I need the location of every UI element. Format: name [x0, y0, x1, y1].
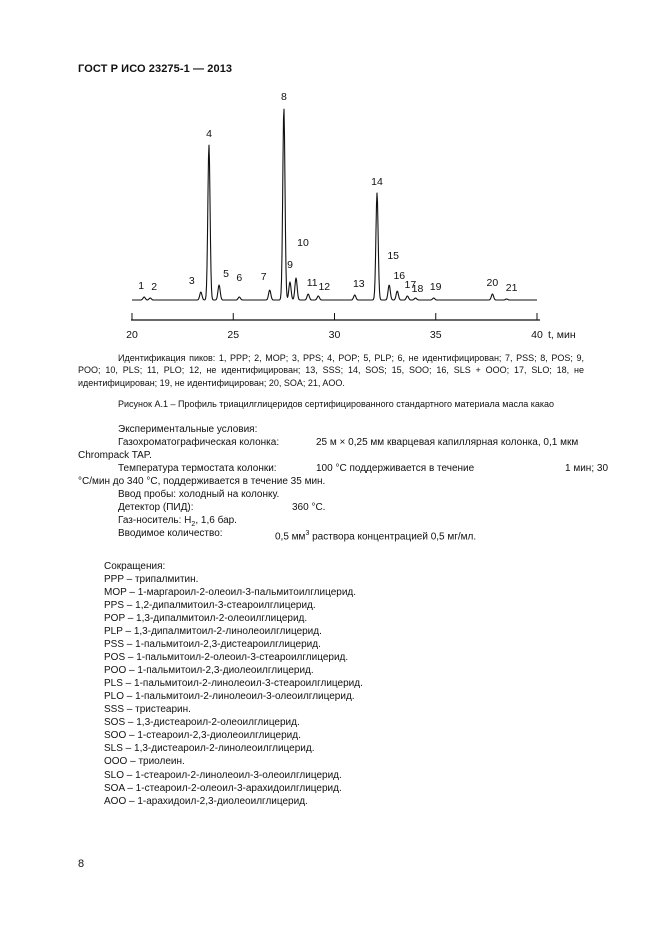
peak-label: 17	[404, 279, 417, 291]
detector-label: Детектор (ПИД):	[118, 502, 194, 513]
abbreviation-item: PPS – 1,2-дипалмитоил-3-стеароилглицерид.	[104, 600, 316, 612]
peak-label: 21	[505, 282, 518, 294]
peak-labels	[138, 91, 517, 295]
abbreviation-item: PLP – 1,3-дипалмитоил-2-линолеоилглицерид.	[104, 626, 322, 638]
peak-label: 8	[280, 91, 287, 103]
abbreviation-item: OOO – триолеин.	[104, 756, 185, 768]
abbreviation-item: PPP – трипалмитин.	[104, 574, 199, 586]
abbreviations-list	[104, 560, 363, 808]
abbreviation-item: AOO – 1-арахидоил-2,3-диолеоилглицерид.	[104, 795, 308, 807]
temperature-value-continued: °С/мин до 340 °С, поддерживается в течение 35 мин.	[78, 476, 326, 487]
peak-label: 18	[411, 283, 424, 295]
time-axis-ticks	[126, 313, 543, 341]
peak-identification	[78, 352, 584, 389]
peak-label: 15	[387, 250, 400, 262]
detector-value: 360 °С.	[292, 502, 326, 513]
abbreviation-item: SOS – 1,3-дистеароил-2-олеоилглицерид.	[104, 717, 300, 729]
injection-text: Ввод пробы: холодный на колонку.	[118, 489, 280, 500]
abbreviation-item: PLO – 1-пальмитоил-2-линолеоил-3-олеоилглицерид.	[104, 691, 355, 703]
peak-label: 16	[393, 270, 406, 282]
peak-label: 20	[486, 277, 499, 289]
volume-value-main: 0,5 мм	[275, 531, 306, 543]
temperature-label: Температура термостата колонки:	[118, 463, 277, 474]
figure-caption: Рисунок А.1 – Профиль триацилглицеридов сертифицированного стандартного материала масла какао	[118, 399, 555, 409]
x-tick-label: 30	[328, 329, 341, 341]
abbreviation-item: SLS – 1,3-дистеароил-2-линолеоилглицерид.	[104, 743, 315, 755]
column-label: Газохроматографическая колонка:	[118, 437, 280, 448]
abbreviation-item: POP – 1,3-дипалмитоил-2-олеоилглицерид.	[104, 613, 308, 625]
x-tick-label: 20	[126, 329, 138, 341]
abbreviation-item: PSS – 1-пальмитоил-2,3-дистеароилглицерид.	[104, 639, 321, 651]
peak-label: 19	[429, 281, 442, 293]
page-number: 8	[78, 858, 85, 870]
document-header: ГОСТ Р ИСО 23275-1 — 2013	[78, 63, 233, 75]
abbreviation-item: SSS – тристеарин.	[104, 704, 191, 716]
x-tick-label: 40	[531, 329, 543, 341]
abbreviations-heading: Сокращения:	[104, 561, 166, 572]
peak-label: 9	[287, 259, 293, 271]
chromatogram-chart	[0, 0, 661, 350]
abbreviation-item: MOP – 1-маргароил-2-олеоил-3-пальмитоилглицерид.	[104, 587, 357, 599]
peak-label: 2	[151, 281, 158, 293]
volume-value-rest: раствора концентрацией 0,5 мг/мл.	[309, 531, 477, 543]
abbreviation-item: POO – 1-пальмитоил-2,3-диолеоилглицерид.	[104, 665, 314, 677]
peak-label: 4	[206, 128, 212, 140]
x-tick-label: 35	[429, 329, 442, 341]
peak-label: 13	[352, 278, 365, 290]
carrier-subscript: 2	[191, 521, 196, 528]
x-axis-label: t, мин	[548, 329, 576, 341]
peak-label: 3	[188, 275, 195, 287]
peak-label: 11	[306, 277, 318, 289]
chromatogram-trace	[132, 109, 537, 300]
conditions-heading: Экспериментальные условия:	[118, 424, 258, 435]
abbreviation-item: PLS – 1-пальмитоил-2-линолеоил-3-стеароилглицерид.	[104, 678, 363, 690]
peak-identification-text: Идентификация пиков: 1, PPP; 2, MOP; 3, PPS; 4, POP; 5, PLP; 6, не идентифицирован; 7, PSS; 8, POS; 9, POO; 10, PLS; 11, PLO; 12, не идентифицирован; 13, SSS; 14, SOS; 15, SOO; 16, SLS + OOO; 17, SLO; 18, не идентифицирован; 19, не идентифицирован; 20, SOA; 21, AOO.	[78, 353, 584, 388]
abbreviation-item: SOO – 1-стеароил-2,3-диолеоилглицерид.	[104, 730, 301, 742]
volume-label: Вводимое количество:	[118, 528, 223, 539]
temperature-value-end: 1 мин; 30	[565, 463, 609, 474]
peak-label: 6	[236, 272, 243, 284]
peak-label: 14	[371, 176, 383, 188]
peak-label: 5	[223, 268, 230, 280]
x-tick-label: 25	[227, 329, 240, 341]
column-value-continued: Chrompack TAP.	[78, 450, 152, 461]
volume-superscript: 3	[305, 530, 310, 537]
carrier-label: Газ-носитель: H	[118, 515, 192, 526]
peak-label: 10	[297, 237, 309, 249]
abbreviation-item: SOA – 1-стеароил-2-олеоил-3-арахидоилглицерид.	[104, 782, 342, 794]
abbreviation-item: SLO – 1-стеароил-2-линолеоил-3-олеоилглицерид.	[104, 769, 342, 781]
column-value: 25 м × 0,25 мм кварцевая капиллярная колонка, 0,1 мкм	[316, 437, 579, 448]
peak-label: 7	[260, 271, 267, 283]
carrier-value: , 1,6 бар.	[195, 515, 237, 526]
peak-label: 12	[318, 281, 331, 293]
temperature-value: 100 °С поддерживается в течение	[316, 463, 475, 474]
abbreviation-item: POS – 1-пальмитоил-2-олеоил-3-стеароилглицерид.	[104, 652, 349, 664]
peak-label: 1	[138, 280, 145, 292]
volume-value	[275, 528, 476, 544]
